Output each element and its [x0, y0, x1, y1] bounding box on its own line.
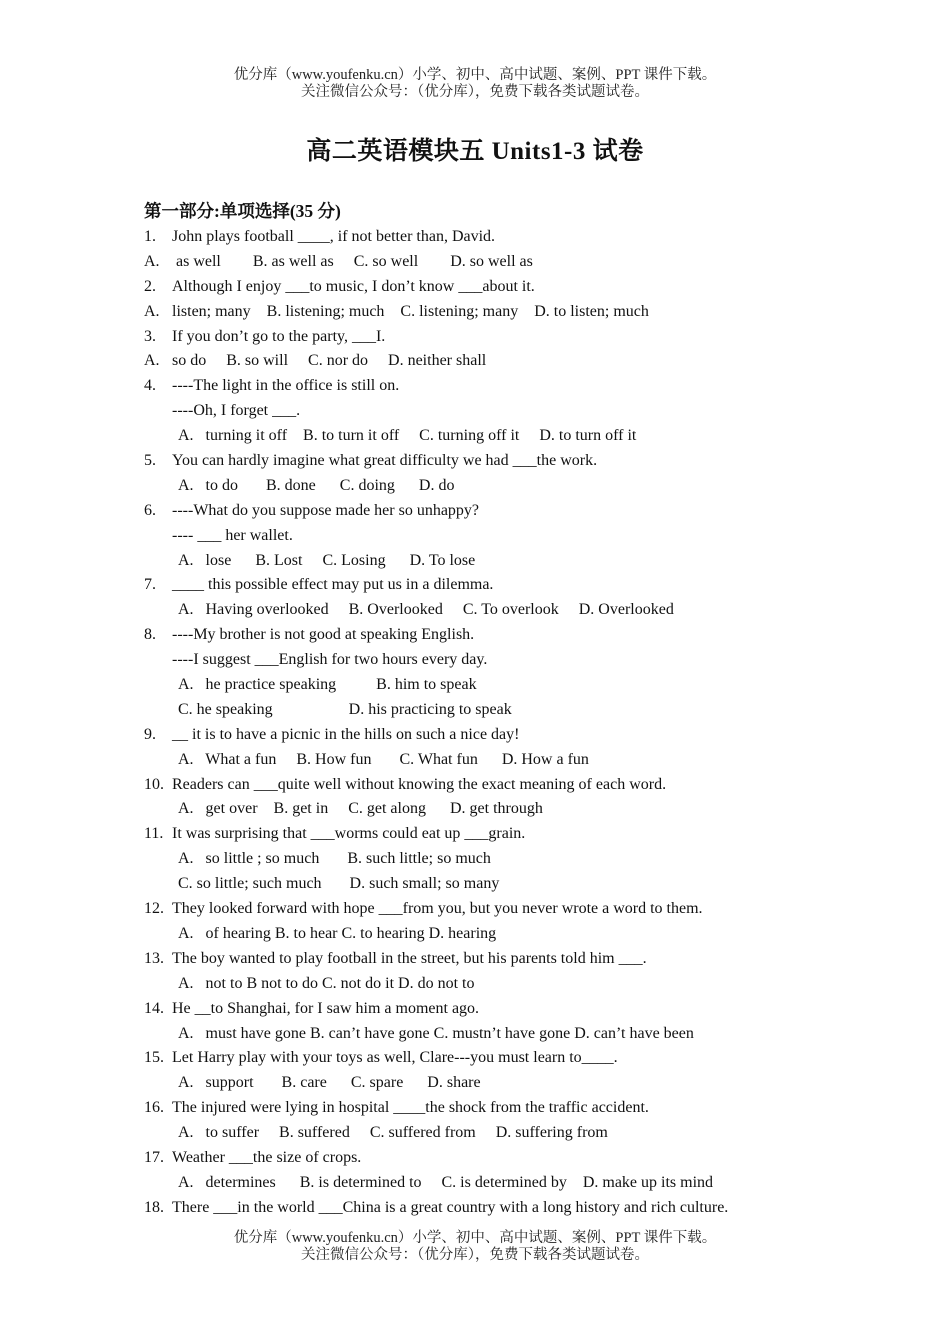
- question-line: [144, 1096, 844, 1121]
- header-line-2: 关注微信公众号：（优分库），免费下载各类试题试卷。: [301, 84, 649, 100]
- question-number: 18.: [144, 1198, 164, 1216]
- question-number: A.: [144, 352, 160, 370]
- question-line: [144, 947, 844, 972]
- question-line: [144, 822, 844, 847]
- question-text: Although I enjoy ___to music, I don’t know ___about it.: [172, 277, 535, 295]
- question-line: [144, 623, 844, 648]
- answer-options: A. to suffer B. suffered C. suffered from D. suffering from: [178, 1124, 608, 1142]
- question-number: 16.: [144, 1099, 164, 1117]
- question-number: A.: [144, 252, 160, 270]
- question-text: so do B. so will C. nor do D. neither shall: [172, 352, 487, 370]
- question-number: 11.: [144, 825, 164, 843]
- answer-options: A. of hearing B. to hear C. to hearing D. hearing: [178, 924, 497, 942]
- question-text: There ___in the world ___China is a great country with a long history and rich culture.: [172, 1198, 729, 1216]
- question-number: 3.: [144, 327, 156, 345]
- question-line: [144, 797, 844, 822]
- question-line: [144, 1046, 844, 1071]
- answer-options: C. so little; such much D. such small; so many: [178, 875, 500, 893]
- page-title: 高二英语模块五 Units1-3 试卷: [306, 138, 644, 165]
- answer-options: A. What a fun B. How fun C. What fun D. How a fun: [178, 750, 589, 768]
- question-text: The boy wanted to play football in the street, but his parents told him ___.: [172, 949, 647, 967]
- question-line: [144, 1121, 844, 1146]
- answer-options: A. support B. care C. spare D. share: [178, 1074, 481, 1092]
- question-text: They looked forward with hope ___from you, but you never wrote a word to them.: [172, 900, 703, 918]
- question-line: [144, 1146, 844, 1171]
- question-text: Let Harry play with your toys as well, Clare---you must learn to____.: [172, 1049, 618, 1067]
- question-line: [144, 673, 844, 698]
- question-line: [144, 549, 844, 574]
- question-line: [144, 598, 844, 623]
- question-text: John plays football ____, if not better than, David.: [172, 228, 496, 245]
- question-line: [144, 524, 844, 549]
- question-text: ----The light in the office is still on.: [172, 377, 400, 395]
- question-number: 17.: [144, 1148, 164, 1166]
- question-line: [144, 349, 844, 374]
- question-line: [144, 922, 844, 947]
- answer-options: A. must have gone B. can’t have gone C. mustn’t have gone D. can’t have been: [178, 1024, 694, 1042]
- question-line: [144, 300, 844, 325]
- footer-line-1: 优分库（www.youfenku.cn）小学、初中、高中试题、案例、PPT 课件下载。: [233, 1230, 717, 1246]
- question-line: [144, 325, 844, 350]
- question-number: 2.: [144, 277, 156, 295]
- question-text: listen; many B. listening; much C. listening; many D. to listen; much: [172, 302, 649, 320]
- question-line: [144, 997, 844, 1022]
- page-footer: [0, 1230, 950, 1264]
- question-text: He __to Shanghai, for I saw him a moment ago.: [172, 999, 480, 1017]
- question-line: [144, 773, 844, 798]
- question-line: [144, 225, 844, 250]
- question-text: The injured were lying in hospital ____the shock from the traffic accident.: [172, 1099, 649, 1117]
- footer-line-2: 关注微信公众号：（优分库），免费下载各类试题试卷。: [301, 1247, 649, 1263]
- question-text: If you don’t go to the party, ___I.: [172, 327, 386, 345]
- question-number: 15.: [144, 1049, 164, 1067]
- page-header: [0, 67, 950, 101]
- question-number: 8.: [144, 626, 156, 644]
- question-line: [144, 374, 844, 399]
- question-number: 12.: [144, 900, 164, 918]
- section-heading: 第一部分:单项选择(35 分): [144, 201, 341, 221]
- question-text: ____ this possible effect may put us in a dilemma.: [172, 576, 494, 594]
- question-line: [144, 449, 844, 474]
- question-line: [144, 474, 844, 499]
- question-line: [144, 275, 844, 300]
- question-line: [144, 1071, 844, 1096]
- question-text: Weather ___the size of crops.: [172, 1148, 362, 1166]
- question-number: A.: [144, 302, 160, 320]
- question-list: [144, 225, 844, 1221]
- question-text: Readers can ___quite well without knowing the exact meaning of each word.: [172, 775, 667, 793]
- question-text: as well B. as well as C. so well D. so well as: [172, 252, 533, 270]
- exam-content: [144, 198, 844, 1221]
- answer-options: A. not to B not to do C. not do it D. do not to: [178, 974, 475, 992]
- answer-options: C. he speaking D. his practicing to speak: [178, 700, 512, 718]
- question-text: ----My brother is not good at speaking English.: [172, 626, 475, 644]
- answer-options: A. Having overlooked B. Overlooked C. To overlook D. Overlooked: [178, 601, 674, 619]
- question-line: [144, 847, 844, 872]
- answer-options: A. turning it off B. to turn it off C. turning off it D. to turn off it: [178, 427, 637, 445]
- answer-options: A. determines B. is determined to C. is determined by D. make up its mind: [178, 1173, 714, 1191]
- question-text: __ it is to have a picnic in the hills on such a nice day!: [172, 725, 520, 743]
- question-line: [144, 573, 844, 598]
- header-line-1: 优分库（www.youfenku.cn）小学、初中、高中试题、案例、PPT 课件下载。: [233, 67, 717, 83]
- question-number: 13.: [144, 949, 164, 967]
- question-line: [144, 648, 844, 673]
- question-number: 6.: [144, 501, 156, 519]
- question-text: ---- ___ her wallet.: [172, 526, 293, 544]
- question-line: [144, 723, 844, 748]
- question-number: 4.: [144, 377, 156, 395]
- answer-options: A. he practice speaking B. him to speak: [178, 676, 477, 694]
- question-number: 9.: [144, 725, 156, 743]
- question-number: 10.: [144, 775, 164, 793]
- question-line: [144, 1196, 844, 1221]
- question-line: [144, 1171, 844, 1196]
- question-line: [144, 250, 844, 275]
- question-line: [144, 872, 844, 897]
- question-text: It was surprising that ___worms could eat up ___grain.: [172, 825, 526, 843]
- question-line: [144, 424, 844, 449]
- question-line: [144, 1022, 844, 1047]
- question-number: 14.: [144, 999, 164, 1017]
- question-line: [144, 499, 844, 524]
- question-text: ----What do you suppose made her so unhappy?: [172, 501, 480, 519]
- answer-options: A. get over B. get in C. get along D. get through: [178, 800, 543, 818]
- question-line: [144, 748, 844, 773]
- question-line: [144, 897, 844, 922]
- question-line: [144, 972, 844, 997]
- question-number: 1.: [144, 228, 156, 245]
- answer-options: A. lose B. Lost C. Losing D. To lose: [178, 551, 476, 569]
- question-line: [144, 399, 844, 424]
- question-text: ----I suggest ___English for two hours every day.: [172, 651, 488, 669]
- question-text: You can hardly imagine what great difficulty we had ___the work.: [172, 452, 598, 470]
- question-number: 7.: [144, 576, 156, 594]
- question-text: ----Oh, I forget ___.: [172, 402, 301, 420]
- question-line: [144, 698, 844, 723]
- question-number: 5.: [144, 452, 156, 470]
- answer-options: A. to do B. done C. doing D. do: [178, 476, 455, 494]
- answer-options: A. so little ; so much B. such little; so much: [178, 850, 491, 868]
